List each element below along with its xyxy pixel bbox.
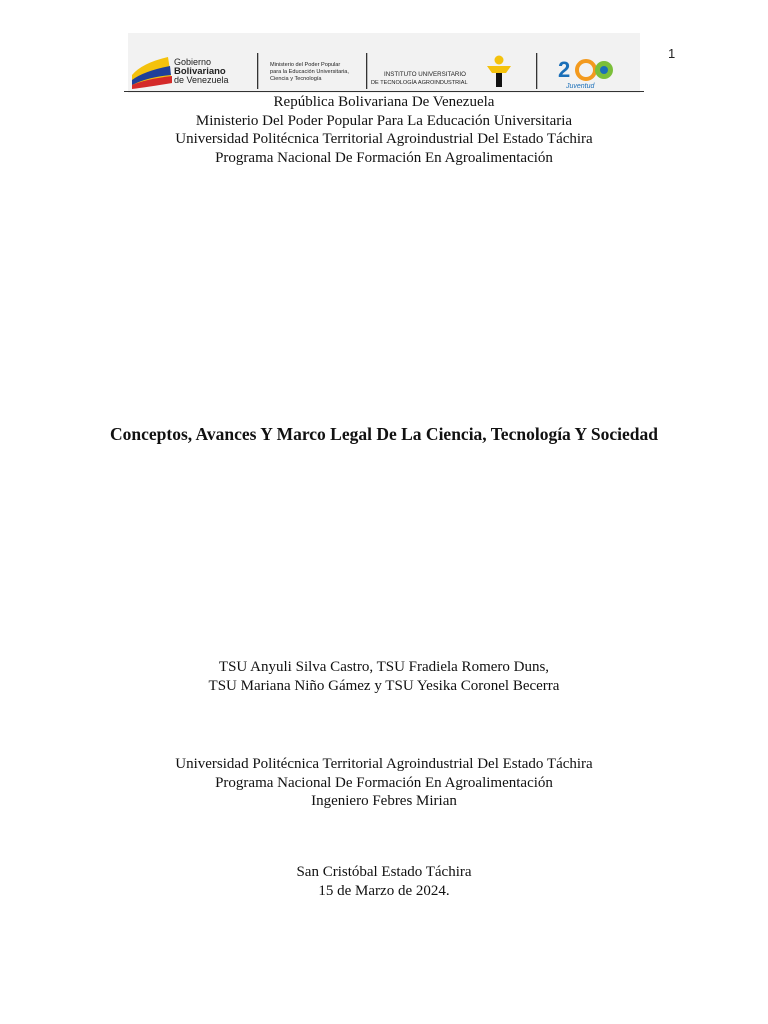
ministry-logo-line2: para la Educación Universitaria, bbox=[270, 69, 349, 75]
place-line: San Cristóbal Estado Táchira bbox=[296, 864, 472, 880]
program-line: Universidad Politécnica Territorial Agroindustrial Del Estado Táchira bbox=[175, 756, 593, 772]
ministry-logo-line3: Ciencia y Tecnología bbox=[270, 76, 322, 82]
institution-line: Programa Nacional De Formación En Agroalimentación bbox=[215, 149, 553, 166]
gov-logo-line3: de Venezuela bbox=[174, 75, 229, 85]
header-divider bbox=[124, 91, 644, 92]
document-title: Conceptos, Avances Y Marco Legal De La Ciencia, Tecnología Y Sociedad bbox=[110, 424, 658, 444]
gov-logo-line2: Bolivariano bbox=[174, 66, 226, 77]
date-line: 15 de Marzo de 2024. bbox=[318, 882, 450, 899]
instructor-line: Ingeniero Febres Mirian bbox=[311, 793, 457, 809]
gov-logo-line1: Gobierno bbox=[174, 57, 212, 67]
institute-logo-line1: INSTITUTO UNIVERSITARIO bbox=[384, 71, 466, 78]
institution-line: Ministerio Del Poder Popular Para La Educación Universitaria bbox=[195, 112, 573, 129]
ministry-logo-line1: Ministerio del Poder Popular bbox=[270, 62, 341, 68]
program-block bbox=[0, 755, 768, 811]
anniversary-logo-text: Juventud bbox=[566, 83, 595, 90]
header-logo-banner bbox=[128, 33, 640, 93]
institute-logo-line2: DE TECNOLOGÍA AGROINDUSTRIAL bbox=[371, 80, 468, 86]
author-line: TSU Anyuli Silva Castro, TSU Fradiela Romero Duns, bbox=[218, 659, 550, 675]
institution-header-block bbox=[0, 93, 768, 167]
institution-line: Universidad Politécnica Territorial Agroindustrial Del Estado Táchira bbox=[175, 131, 593, 147]
authors-block bbox=[0, 658, 768, 695]
author-line: TSU Mariana Niño Gámez y TSU Yesika Coronel Becerra bbox=[208, 677, 560, 694]
place-date-block bbox=[0, 863, 768, 900]
page-number: 1 bbox=[668, 46, 676, 61]
institution-line: República Bolivariana De Venezuela bbox=[273, 94, 495, 110]
program-line: Programa Nacional De Formación En Agroalimentación bbox=[215, 774, 553, 791]
svg-text:2: 2 bbox=[558, 57, 571, 82]
